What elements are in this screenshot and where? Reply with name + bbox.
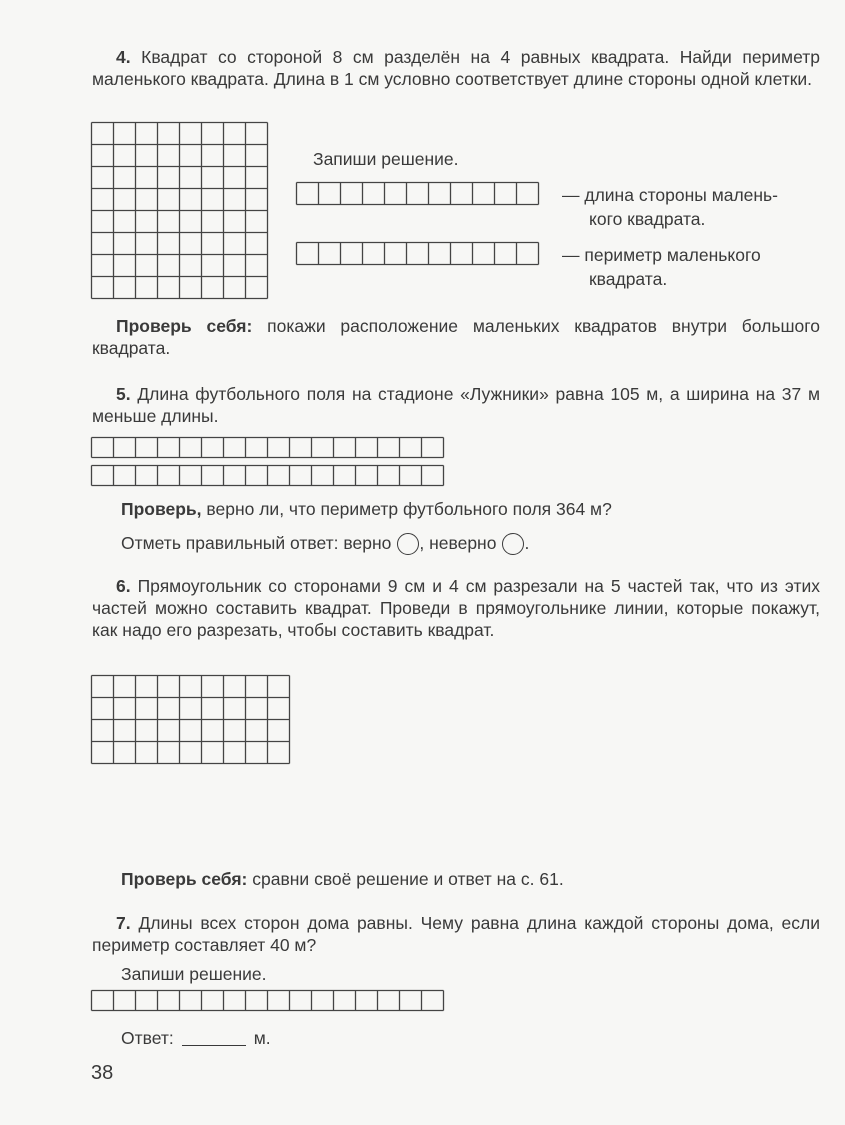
task5-text — [92, 383, 820, 427]
task7-statement: Длины всех сторон дома равны. Чему равна длина каждой стороны дома, если периметр составляет 40 м? — [92, 913, 820, 955]
task7-number: 7. — [116, 913, 131, 933]
task4-check — [92, 315, 820, 359]
page-number: 38 — [91, 1062, 114, 1084]
task4-label2-line1: — периметр маленького — [562, 245, 761, 265]
task6-statement: Прямоугольник со сторонами 9 см и 4 см разрезали на 5 частей так, что из этих частей можно составить квадрат. Проведи в прямоугольнике линии, которые покажут, как надо его разрезать, чтобы составить квадрат. — [92, 576, 820, 640]
task5-option-wrong-label: , неверно — [419, 533, 497, 553]
task4-check-text: покажи расположение маленьких квадратов внутри большого квадрата. — [92, 316, 820, 358]
task7-answer-row[interactable] — [91, 990, 449, 1012]
task4-grid — [91, 122, 269, 300]
task4-write-solution: Запиши решение. — [313, 149, 459, 169]
task4-label1-line2: кого квадрата. — [589, 209, 706, 229]
task7-answer-blank[interactable] — [182, 1045, 246, 1046]
task5-mark-text: Отметь правильный ответ: верно — [121, 533, 392, 553]
task7-answer-label: Ответ: — [121, 1028, 174, 1048]
task6-check-text: сравни своё решение и ответ на с. 61. — [247, 869, 564, 889]
task5-option-wrong-circle[interactable] — [502, 533, 524, 555]
task4-number: 4. — [116, 47, 131, 67]
task5-answer-row-2[interactable] — [91, 465, 449, 487]
task4-answer-row-perimeter[interactable] — [296, 242, 542, 266]
task5-check-text: верно ли, что периметр футбольного поля 364 м? — [201, 499, 612, 519]
task6-check-bold: Проверь себя: — [121, 869, 248, 889]
task4-label2-line2: квадрата. — [589, 269, 668, 289]
task5-option-correct-circle[interactable] — [397, 533, 419, 555]
task5-mark — [121, 532, 529, 555]
task5-answer-row-1[interactable] — [91, 437, 449, 459]
task5-check — [121, 498, 612, 520]
task4-text — [92, 46, 820, 90]
task6-check — [121, 868, 564, 890]
task5-period: . — [524, 533, 530, 553]
task6-number: 6. — [116, 576, 131, 596]
task4-label1-line1: — длина стороны малень- — [562, 185, 779, 205]
task5-statement: Длина футбольного поля на стадионе «Лужники» равна 105 м, а ширина на 37 м меньше длины. — [92, 384, 820, 426]
task7-answer-unit: м. — [253, 1028, 271, 1048]
task6-grid[interactable] — [91, 675, 291, 765]
task7-text — [92, 912, 820, 956]
task7-write-solution: Запиши решение. — [121, 964, 267, 984]
task6-text — [92, 575, 820, 641]
task4-answer-row-side[interactable] — [296, 182, 542, 206]
task4-check-bold: Проверь себя: — [116, 316, 253, 336]
task7-answer — [121, 1027, 271, 1049]
task4-statement: Квадрат со стороной 8 см разделён на 4 равных квадрата. Найди периметр маленького квадрата. Длина в 1 см условно соответствует длине стороны одной клетки. — [92, 47, 820, 89]
task5-check-bold: Проверь, — [121, 499, 202, 519]
task5-number: 5. — [116, 384, 131, 404]
